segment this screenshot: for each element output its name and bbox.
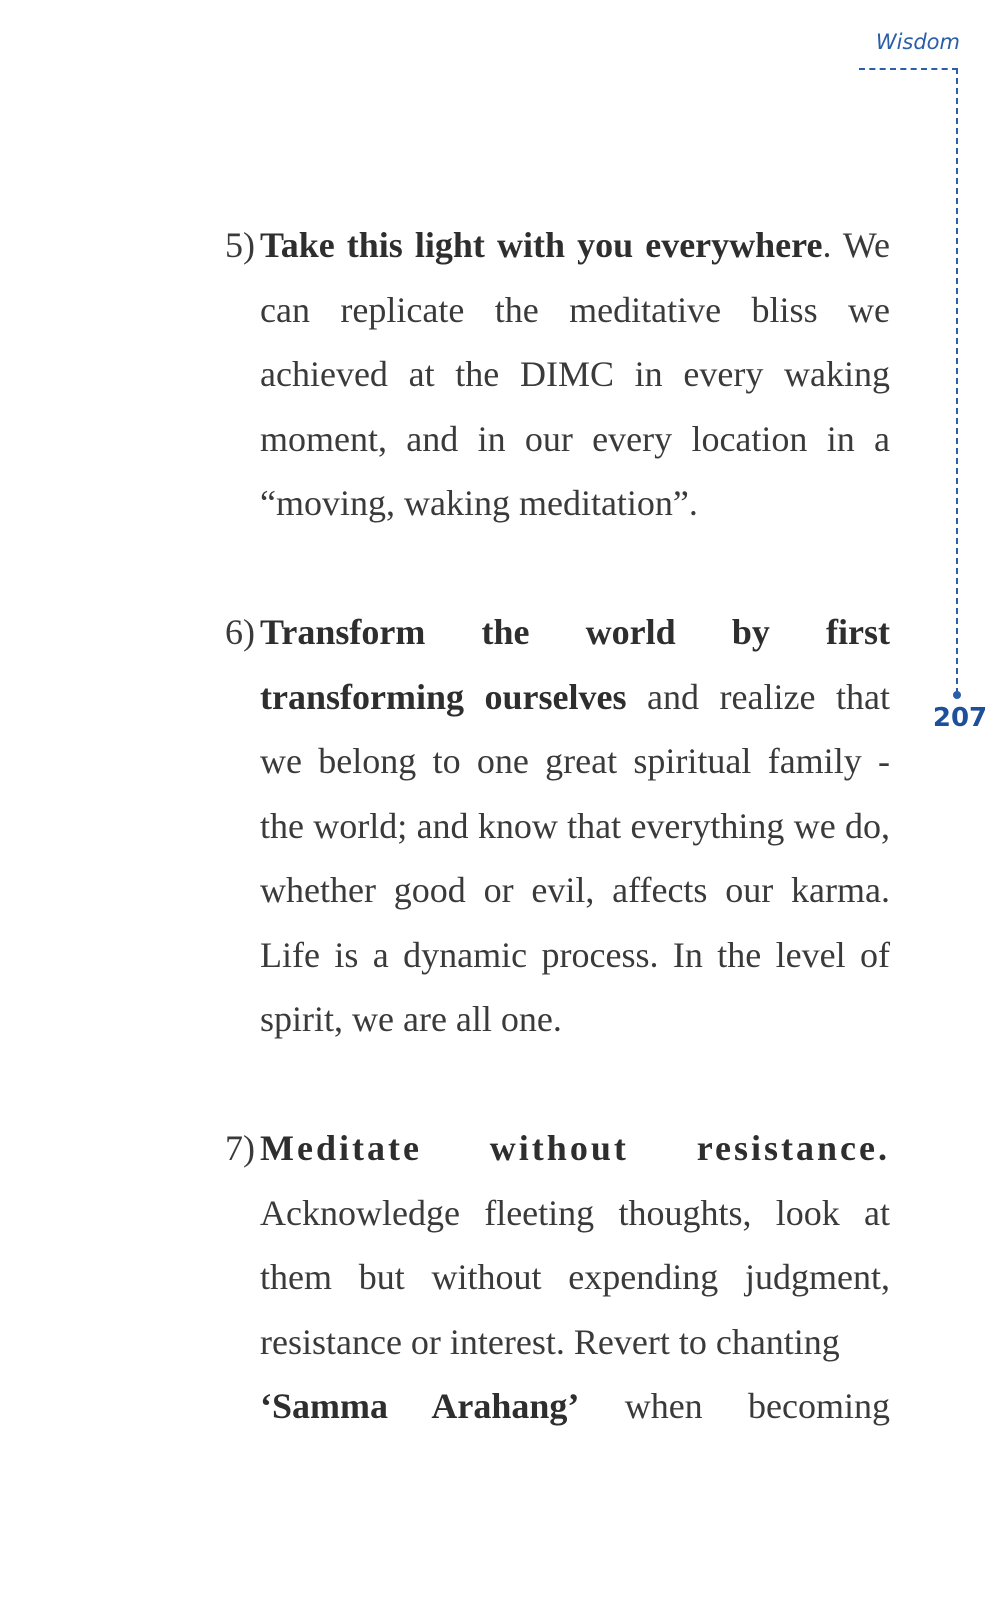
list-item-body bbox=[260, 600, 890, 1052]
list-item-text: Acknowledge fleeting thoughts, look at them but without expending judgment, resistance or interest. Revert to chanting bbox=[260, 1192, 890, 1362]
list-item-last-line bbox=[260, 1374, 890, 1439]
list-item-text: and realize that we belong to one great spiritual family - the world; and know that everything we do, whether good or evil, affects our karma. Life is a dynamic process. In the level of spirit, we are all one. bbox=[260, 676, 890, 1039]
list-item-body bbox=[260, 1116, 890, 1439]
list-item-heading: Meditate without resistance. bbox=[260, 1128, 890, 1168]
margin-dashed-line bbox=[956, 68, 958, 694]
list-item-heading-punct: . bbox=[822, 225, 832, 265]
header-dashed-rule bbox=[859, 68, 958, 70]
list-item-7 bbox=[225, 1116, 890, 1439]
list-item-number: 7) bbox=[225, 1128, 255, 1168]
running-header: Wisdom bbox=[875, 30, 960, 54]
list-item-number: 5) bbox=[225, 225, 255, 265]
list-item-body bbox=[260, 213, 890, 536]
list-item-heading: Transform the world by first transforming ourselves bbox=[260, 612, 890, 717]
page-number: 207 bbox=[932, 703, 988, 733]
list-item-6 bbox=[225, 600, 890, 1052]
margin-line-dot bbox=[953, 691, 961, 699]
list-item-emphasis: ‘Samma Arahang’ bbox=[260, 1386, 580, 1426]
list-item-text: We can replicate the meditative bliss we achieved at the DIMC in every waking moment, and in our every location in a “moving, waking meditation”. bbox=[260, 225, 890, 523]
list-item-number: 6) bbox=[225, 612, 255, 652]
list-item-text-tail: when becoming bbox=[579, 1386, 890, 1426]
list-item-heading: Take this light with you everywhere bbox=[260, 225, 823, 265]
list-item-5 bbox=[225, 213, 890, 536]
